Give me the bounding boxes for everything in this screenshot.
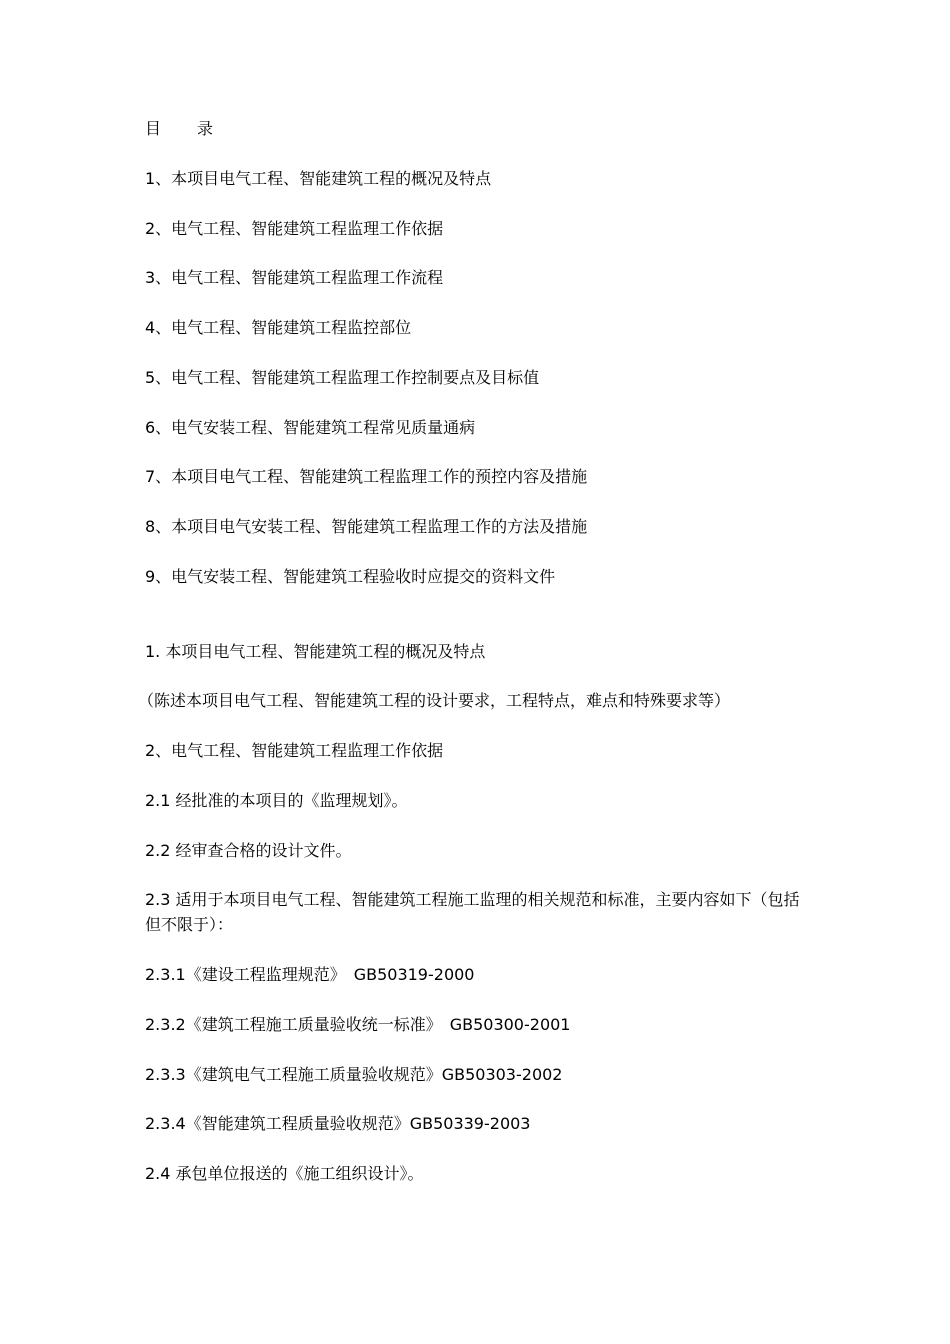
- section-2-item: 2.3.3《建筑电气工程施工质量验收规范》GB50303-2002: [145, 1065, 563, 1084]
- toc-title-char-1: 目: [145, 119, 162, 138]
- toc-item: 5、电气工程、智能建筑工程监理工作控制要点及目标值: [145, 368, 540, 387]
- toc-item: 1、本项目电气工程、智能建筑工程的概况及特点: [145, 169, 492, 188]
- section-2-item: 2.2 经审查合格的设计文件。: [145, 841, 352, 860]
- section-2-item: 2.3.1《建设工程监理规范》 GB50319-2000: [145, 965, 475, 984]
- section-2-item: 2.1 经批准的本项目的《监理规划》。: [145, 791, 408, 810]
- toc-item: 3、电气工程、智能建筑工程监理工作流程: [145, 268, 444, 287]
- toc-item: 9、电气安装工程、智能建筑工程验收时应提交的资料文件: [145, 567, 556, 586]
- toc-item: 4、电气工程、智能建筑工程监控部位: [145, 318, 412, 337]
- section-2-item: 2.3.4《智能建筑工程质量验收规范》GB50339-2003: [145, 1114, 531, 1133]
- toc-item: 6、电气安装工程、智能建筑工程常见质量通病: [145, 418, 476, 437]
- section-1-heading: 1. 本项目电气工程、智能建筑工程的概况及特点: [145, 642, 486, 661]
- toc-item: 7、本项目电气工程、智能建筑工程监理工作的预控内容及措施: [145, 467, 588, 486]
- section-2-item: 2.3.2《建筑工程施工质量验收统一标准》 GB50300-2001: [145, 1015, 571, 1034]
- toc-title-char-2: 录: [197, 119, 214, 138]
- section-1-note: （陈述本项目电气工程、智能建筑工程的设计要求，工程特点，难点和特殊要求等）: [138, 691, 731, 710]
- section-2-heading: 2、电气工程、智能建筑工程监理工作依据: [145, 741, 444, 760]
- section-2-item: 2.4 承包单位报送的《施工组织设计》。: [145, 1164, 424, 1183]
- toc-item: 2、电气工程、智能建筑工程监理工作依据: [145, 219, 444, 238]
- section-2-item: 2.3 适用于本项目电气工程、智能建筑工程施工监理的相关规范和标准，主要内容如下（包括但不限于）：: [145, 890, 800, 934]
- toc-item: 8、本项目电气安装工程、智能建筑工程监理工作的方法及措施: [145, 517, 588, 536]
- toc-title: [145, 116, 213, 141]
